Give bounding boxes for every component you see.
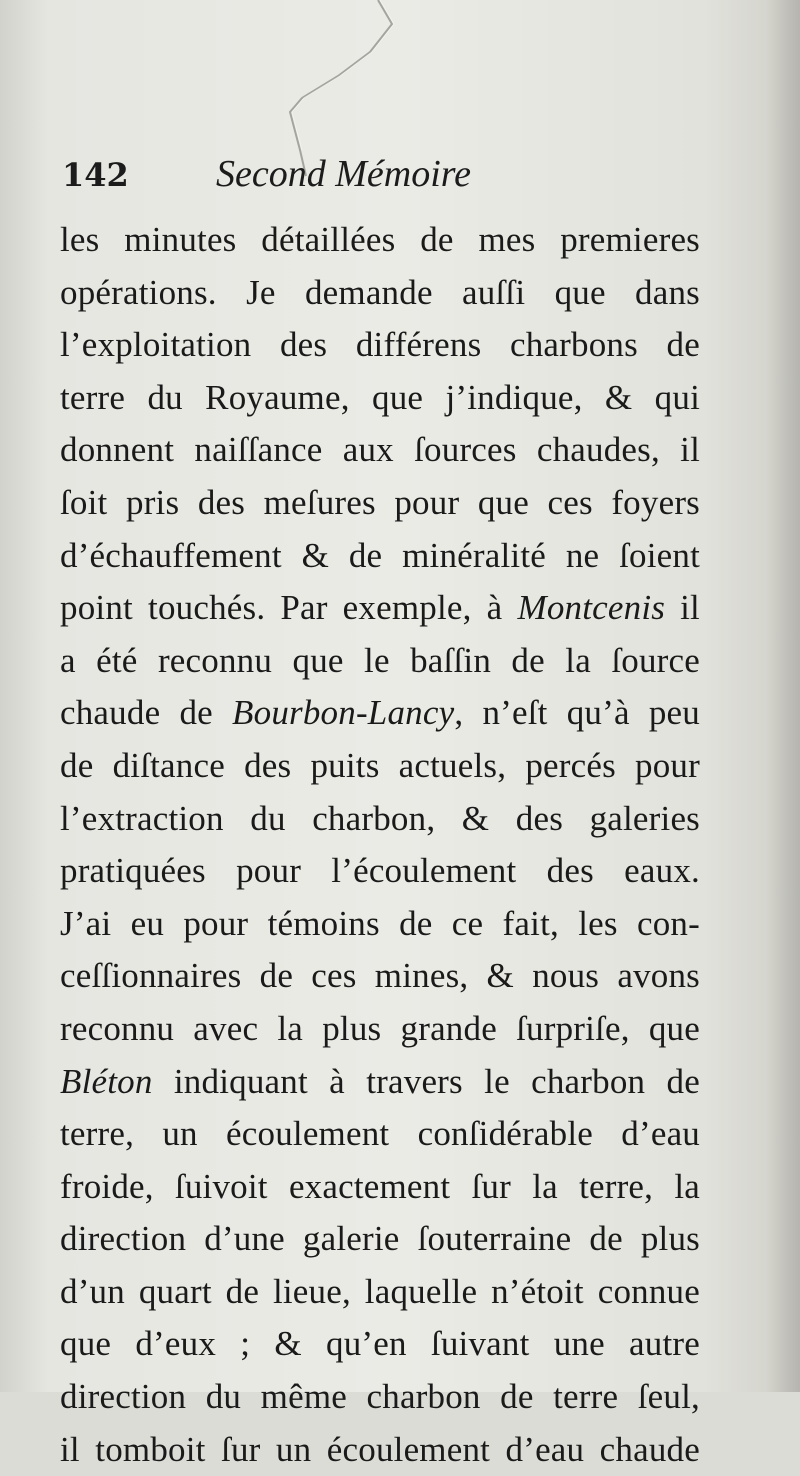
text-line: J’ai eu pour témoins de ce fait, les con- <box>60 903 700 943</box>
text-line: direction d’une galerie ſouterraine de plus <box>60 1219 700 1259</box>
page-edge-shadow <box>766 0 800 1392</box>
text-line: l’extraction du charbon, & des galeries <box>60 798 700 838</box>
text-line: l’exploitation des différens charbons de <box>60 325 700 365</box>
text-line: donnent naiſſance aux ſources chaudes, il <box>60 430 700 470</box>
page-header <box>58 152 698 202</box>
text-line: terre du Royaume, que j’indique, & qui <box>60 377 700 417</box>
text-line: direction du même charbon de terre ſeul, <box>60 1377 700 1417</box>
text-line: froide, ſuivoit exactement ſur la terre, la <box>60 1166 700 1206</box>
text-line: ceſſionnaires de ces mines, & nous avons <box>60 956 700 996</box>
text-line: que d’eux ; & qu’en ſuivant une autre <box>60 1324 700 1364</box>
text-line: d’échauffement & de minéralité ne ſoient <box>60 535 700 575</box>
text-line: point touchés. Par exemple, à Montcenis il <box>60 588 700 628</box>
text-line: les minutes détaillées de mes premieres <box>60 220 700 259</box>
text-line: chaude de Bourbon-Lancy, n’eſt qu’à peu <box>60 693 700 733</box>
text-line: terre, un écoulement conſidérable d’eau <box>60 1114 700 1154</box>
text-line: il tomboit ſur un écoulement d’eau chaude <box>60 1429 700 1469</box>
running-title: Second Mémoire <box>216 153 471 195</box>
text-line: reconnu avec la plus grande ſurpriſe, que <box>60 1008 700 1048</box>
page-number: 142 <box>62 156 129 194</box>
text-line: a été reconnu que le baſſin de la ſource <box>60 640 700 680</box>
text-line: de diſtance des puits actuels, percés pour <box>60 745 700 785</box>
text-line: pratiquées pour l’écoulement des eaux. <box>60 851 700 891</box>
text-line: Bléton indiquant à travers le charbon de <box>60 1061 700 1101</box>
text-line: d’un quart de lieue, laquelle n’étoit connue <box>60 1271 700 1311</box>
body-text <box>60 214 700 1476</box>
text-line: opérations. Je demande auſſi que dans <box>60 272 700 312</box>
text-line: ſoit pris des meſures pour que ces foyers <box>60 482 700 522</box>
